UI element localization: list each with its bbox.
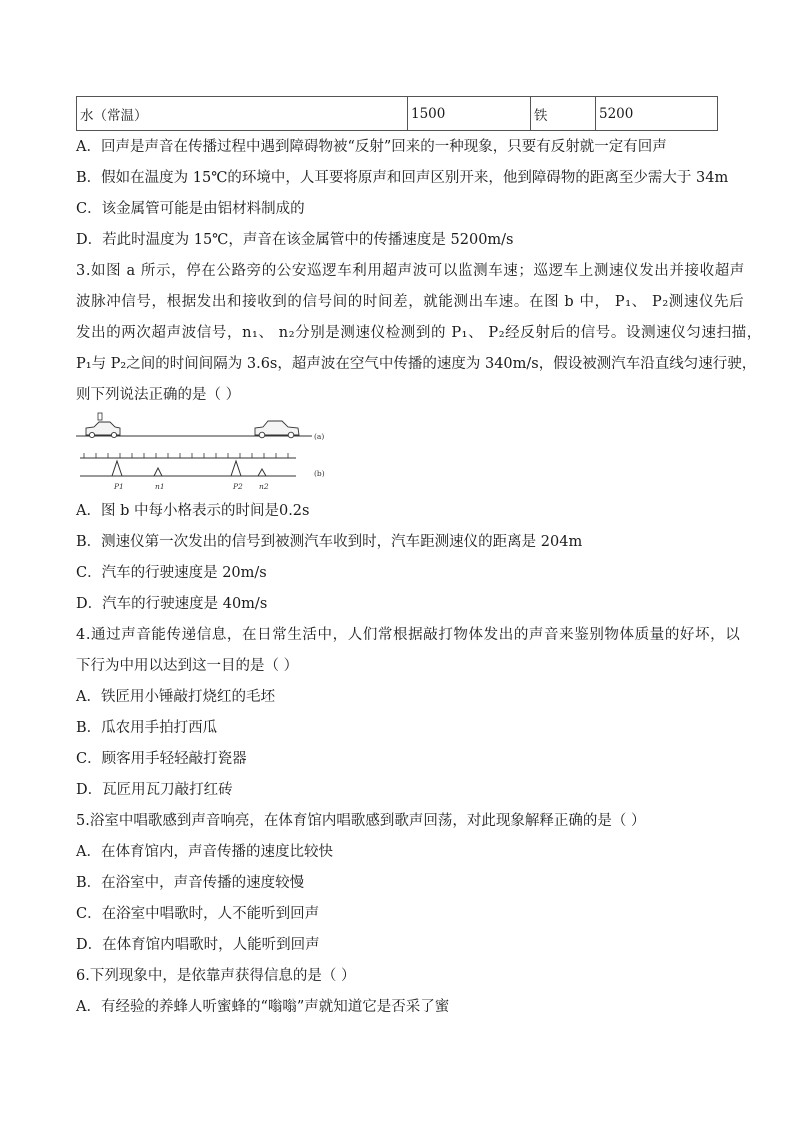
pulse-p1	[112, 461, 122, 476]
q4-stem-line: 4.通过声音能传递信息，在日常生活中，人们常根据敲打物体发出的声音来鉴别物体质量的好坏，以	[76, 627, 741, 643]
q5-option-c: C．在浴室中唱歌时，人不能听到回声	[76, 906, 320, 922]
speed-measurement-figure	[74, 412, 336, 496]
table-cell-medium: 铁	[531, 97, 596, 131]
figure-a-label: (a)	[314, 432, 325, 441]
q5-option-a: A．在体育馆内，声音传播的速度比较快	[76, 844, 333, 860]
q6-option-a: A．有经验的养蜂人听蜜蜂的“嗡嗡”声就知道它是否采了蜜	[76, 999, 450, 1015]
table-cell-medium: 水（常温）	[77, 97, 408, 131]
q3-stem-line: P₁与 P₂之间的时间间隔为 3.6s，超声波在空气中传播的速度为 340m/s，假设被测汽车沿直线匀速行驶，	[76, 356, 757, 372]
timeline-ticks	[84, 453, 288, 458]
table-cell-speed: 5200	[596, 97, 718, 131]
q4-option-d: D．瓦匠用瓦刀敲打红砖	[76, 782, 233, 798]
q3-option-c: C．汽车的行驶速度是 20m/s	[76, 565, 267, 581]
figure-b-label: (b)	[314, 469, 325, 478]
q3-option-a: A．图 b 中每小格表示的时间是0.2s	[76, 503, 310, 519]
table-cell-speed: 1500	[408, 97, 531, 131]
pulse-label-n2: n2	[259, 482, 269, 491]
q3-stem-line: 则下列说法正确的是（ ）	[76, 387, 241, 403]
pulse-p2	[231, 461, 241, 476]
q3-stem-line: 波脉冲信号，根据发出和接收到的信号间的时间差，就能测出车速。在图 b 中， P₁、 P₂测速仪先后	[76, 294, 745, 310]
pulse-label-p2: P2	[233, 482, 243, 491]
q2-option-b: B．假如在温度为 15℃的环境中，人耳要将原声和回声区别开来，他到障碍物的距离至少需大于 34m	[76, 170, 729, 186]
q3-option-d: D．汽车的行驶速度是 40m/s	[76, 596, 268, 612]
q5-option-b: B．在浴室中，声音传播的速度较慢	[76, 875, 305, 891]
q4-option-c: C．顾客用手轻轻敲打瓷器	[76, 751, 247, 767]
q3-stem-line: 发出的两次超声波信号，n₁、 n₂分别是测速仪检测到的 P₁、 P₂经反射后的信号。设测速仪匀速扫描，	[76, 325, 762, 341]
q4-option-a: A．铁匠用小锤敲打烧红的毛坯	[76, 689, 275, 705]
q3-stem-line: 3.如图 a 所示，停在公路旁的公安巡逻车利用超声波可以监测车速；巡逻车上测速仪发出并接收超声	[76, 263, 745, 279]
q4-option-b: B．瓜农用手拍打西瓜	[76, 720, 218, 736]
pulse-label-p1: P1	[114, 482, 124, 491]
q6-stem: 6.下列现象中，是依靠声获得信息的是（ ）	[76, 968, 356, 984]
target-car-icon	[255, 421, 299, 438]
pulse-label-n1: n1	[155, 482, 165, 491]
patrol-car-icon	[86, 413, 120, 438]
sound-speed-table	[76, 96, 718, 131]
q3-option-b: B．测速仪第一次发出的信号到被测汽车收到时，汽车距测速仪的距离是 204m	[76, 534, 583, 550]
q2-option-c: C．该金属管可能是由铝材料制成的	[76, 201, 305, 217]
table-row	[77, 97, 718, 131]
q2-option-a: A．回声是声音在传播过程中遇到障碍物被“反射”回来的一种现象，只要有反射就一定有回声	[76, 139, 667, 155]
q5-stem: 5.浴室中唱歌感到声音响亮，在体育馆内唱歌感到歌声回荡，对此现象解释正确的是（ ）	[76, 813, 646, 829]
q4-stem-line: 下行为中用以达到这一目的是（ ）	[76, 658, 299, 674]
q5-option-d: D．在体育馆内唱歌时，人能听到回声	[76, 937, 320, 953]
q2-option-d: D．若此时温度为 15℃，声音在该金属管中的传播速度是 5200m/s	[76, 232, 514, 248]
pulse-n1	[154, 468, 162, 476]
pulse-n2	[258, 469, 266, 476]
